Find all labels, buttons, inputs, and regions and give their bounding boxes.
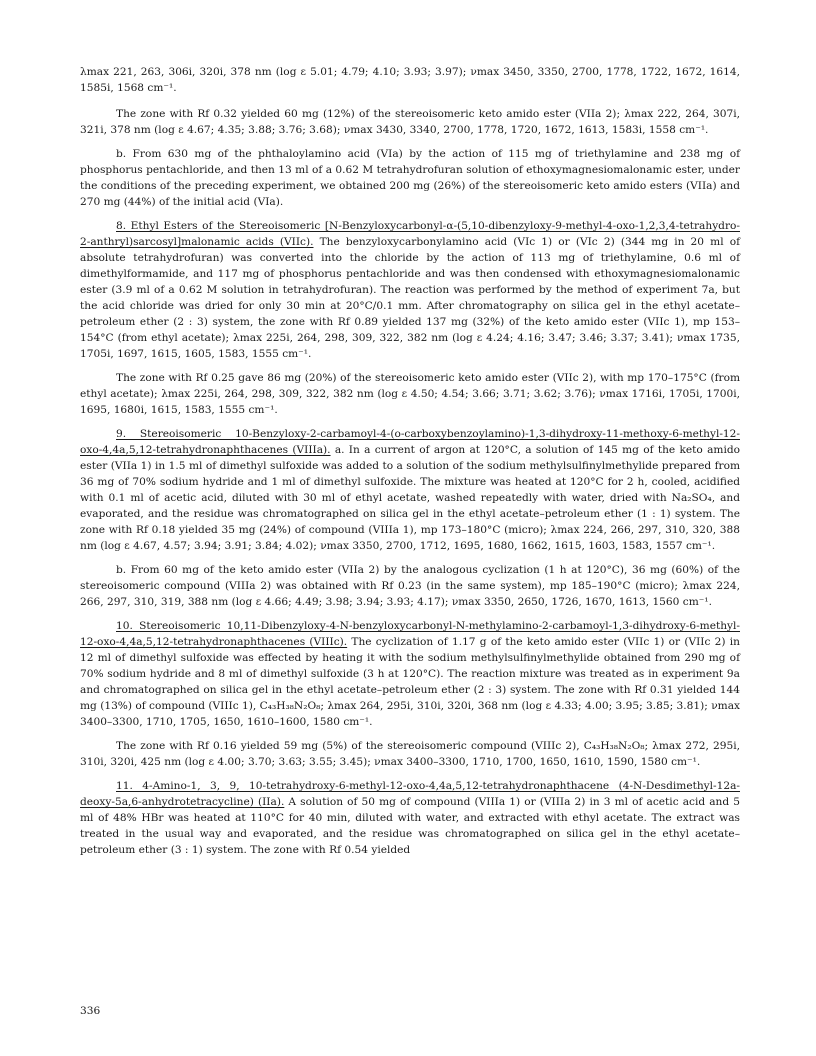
paragraph-5: The zone with Rf 0.25 gave 86 mg (20%) of the stereoisomeric keto amido ester (VIIc 2), with mp 170–175°C (from ethyl acetate); λmax 225i, 264, 298, 309, 322, 382 nm (log ε 4.50; 4.54; 3.66; 3.71; 3.62; 3.76); νmax 1716i, 1705i, 1700i, 1695, 1680i, 1615, 1583, 1555 cm⁻¹. xyxy=(80,372,740,416)
paragraph-9: The zone with Rf 0.16 yielded 59 mg (5%) of the stereoisomeric compound (VIIIc 2), C₄₃H₃₈N₂O₈; λmax 272, 295i, 310i, 320i, 425 nm (log ε 4.00; 3.70; 3.63; 3.55; 3.45); νmax 3400–3300, 1710, 1700, 1650, 1610, 1590, 1580 cm⁻¹. xyxy=(80,740,740,768)
article-body xyxy=(80,64,740,866)
section-10-paragraph: 10. Stereoisomeric 10,11-Dibenzyloxy-4-N-benzyloxycarbonyl-N-methylamino-2-carbamoyl-1,3-dihydroxy-6-methyl-12-oxo-4,4a,5,12-tetrahydronaphthacenes (VIIIc). The cyclization of 1.17 g of the keto amido ester (VIIc 1) or (VIIc 2) in 12 ml of dimethyl sulfoxide was effected by heating it with the sodium methylsulfinylmethylide obtained from 290 mg of 70% sodium hydride and 8 ml of dimethyl sulfoxide (3 h at 120°C). The reaction mixture was treated as in experiment 9a and chromatographed on silica gel in the ethyl acetate–petroleum ether (2 : 3) system. The zone with Rf 0.31 yielded 144 mg (13%) of compound (VIIIc 1), C₄₃H₃₈N₂O₈; λmax 264, 295i, 310i, 320i, 368 nm (log ε 4.33; 4.00; 3.95; 3.85; 3.81); νmax 3400–3300, 1710, 1705, 1650, 1610–1600, 1580 cm⁻¹. xyxy=(80,620,740,728)
paragraph-1: λmax 221, 263, 306i, 320i, 378 nm (log ε 5.01; 4.79; 4.10; 3.93; 3.97); νmax 3450, 3350, 2700, 1778, 1722, 1672, 1614, 1585i, 1568 cm⁻¹. xyxy=(80,66,740,94)
section-8-paragraph: 8. Ethyl Esters of the Stereoisomeric [N-Benzyloxycarbonyl-α-(5,10-dibenzyloxy-9-methyl-4-oxo-1,2,3,4-tetrahydro-2-anthryl)sarcosyl]malonamic acids (VIIc). The benzyloxycarbonylamino acid (VIc 1) or (VIc 2) (344 mg in 20 ml of absolute tetrahydrofuran) was converted into the chloride by the action of 113 mg of triethylamine, 0.6 ml of dimethylformamide, and 117 mg of phosphorus pentachloride and was then condensed with ethoxymagnesiomalonamic ester (3.9 ml of a 0.62 M solution in tetrahydrofuran). The reaction was performed by the method of experiment 7a, but the acid chloride was dried for only 30 min at 20°C/0.1 mm. After chromatography on silica gel in the ethyl acetate–petroleum ether (2 : 3) system, the zone with Rf 0.89 yielded 137 mg (32%) of the keto amido ester (VIIc 1), mp 153–154°C (from ethyl acetate); λmax 225i, 264, 298, 309, 322, 382 nm (log ε 4.24; 4.16; 3.47; 3.46; 3.37; 3.41); νmax 1735, 1705i, 1697, 1615, 1605, 1583, 1555 cm⁻¹. xyxy=(80,220,740,360)
paragraph-2: The zone with Rf 0.32 yielded 60 mg (12%) of the stereoisomeric keto amido ester (VIIa 2); λmax 222, 264, 307i, 321i, 378 nm (log ε 4.67; 4.35; 3.88; 3.76; 3.68); νmax 3430, 3340, 2700, 1778, 1720, 1672, 1613, 1583i, 1558 cm⁻¹. xyxy=(80,108,740,136)
section-11-paragraph: 11. 4-Amino-1, 3, 9, 10-tetrahydroxy-6-methyl-12-oxo-4,4a,5,12-tetrahydronaphthacene (4-N-Desdimethyl-12a-deoxy-5a,6-anhydrotetracycline) (IIa). A solution of 50 mg of compound (VIIIa 1) or (VIIIa 2) in 3 ml of acetic acid and 5 ml of 48% HBr was heated at 110°C for 40 min, diluted with water, and extracted with ethyl acetate. The extract was treated in the usual way and evaporated, and the residue was chromatographed on silica gel in the ethyl acetate–petroleum ether (3 : 1) system. The zone with Rf 0.54 yielded xyxy=(80,780,740,856)
section-10-title: 10. Stereoisomeric 10,11-Dibenzyloxy-4-N-benzyloxycarbonyl-N-methylamino-2-carbamoyl-1,3-dihydroxy-6-methyl-12-oxo-4,4a,5,12-tetrahydronaphthacenes (VIIIc). xyxy=(80,620,740,648)
section-9-paragraph: 9. Stereoisomeric 10-Benzyloxy-2-carbamoyl-4-(o-carboxybenzoylamino)-1,3-dihydroxy-11-methoxy-6-methyl-12-oxo-4,4a,5,12-tetrahydronaphthacenes (VIIIa). a. In a current of argon at 120°C, a solution of 145 mg of the keto amido ester (VIIa 1) in 1.5 ml of dimethyl sulfoxide was added to a solution of the sodium methylsulfinylmethylide prepared from 36 mg of 70% sodium hydride and 1 ml of dimethyl sulfoxide. The mixture was heated at 120°C for 2 h, cooled, acidified with 0.1 ml of acetic acid, diluted with 30 ml of ethyl acetate, washed repeatedly with water, dried with Na₂SO₄, and evaporated, and the residue was chromatographed on silica gel in the ethyl acetate–petroleum ether (1 : 1) system. The zone with Rf 0.18 yielded 35 mg (24%) of compound (VIIIa 1), mp 173–180°C (micro); λmax 224, 266, 297, 310, 320, 388 nm (log ε 4.67, 4.57; 3.94; 3.91; 3.84; 4.02); νmax 3350, 2700, 1712, 1695, 1680, 1662, 1615, 1603, 1583, 1557 cm⁻¹. xyxy=(80,428,740,552)
paragraph-3: b. From 630 mg of the phthaloylamino acid (VIa) by the action of 115 mg of triethylamine and 238 mg of phosphorus pentachloride, and then 13 ml of a 0.62 M tetrahydrofuran solution of ethoxymagnesiomalonamic ester, under the conditions of the preceding experiment, we obtained 200 mg (26%) of the stereoisomeric keto amido esters (VIIa) and 270 mg (44%) of the initial acid (VIa). xyxy=(80,148,740,208)
page-number: 336 xyxy=(80,1005,101,1017)
paragraph-7: b. From 60 mg of the keto amido ester (VIIa 2) by the analogous cyclization (1 h at 120°C), 36 mg (60%) of the stereoisomeric compound (VIIIa 2) was obtained with Rf 0.23 (in the same system), mp 185–190°C (micro); λmax 224, 266, 297, 310, 319, 388 nm (log ε 4.66; 4.49; 3.98; 3.94; 3.93; 4.17); νmax 3350, 2650, 1726, 1670, 1613, 1560 cm⁻¹. xyxy=(80,564,740,608)
section-11-title: 11. 4-Amino-1, 3, 9, 10-tetrahydroxy-6-methyl-12-oxo-4,4a,5,12-tetrahydronaphthacene (4-N-Desdimethyl-12a-deoxy-5a,6-anhydrotetracycline) (IIa). xyxy=(80,780,740,808)
section-8-title: 8. Ethyl Esters of the Stereoisomeric [N-Benzyloxycarbonyl-α-(5,10-dibenzyloxy-9-methyl-4-oxo-1,2,3,4-tetrahydro-2-anthryl)sarcosyl]malonamic acids (VIIc). xyxy=(80,220,740,248)
section-9-title: 9. Stereoisomeric 10-Benzyloxy-2-carbamoyl-4-(o-carboxybenzoylamino)-1,3-dihydroxy-11-methoxy-6-methyl-12-oxo-4,4a,5,12-tetrahydronaphthacenes (VIIIa). xyxy=(80,428,740,456)
